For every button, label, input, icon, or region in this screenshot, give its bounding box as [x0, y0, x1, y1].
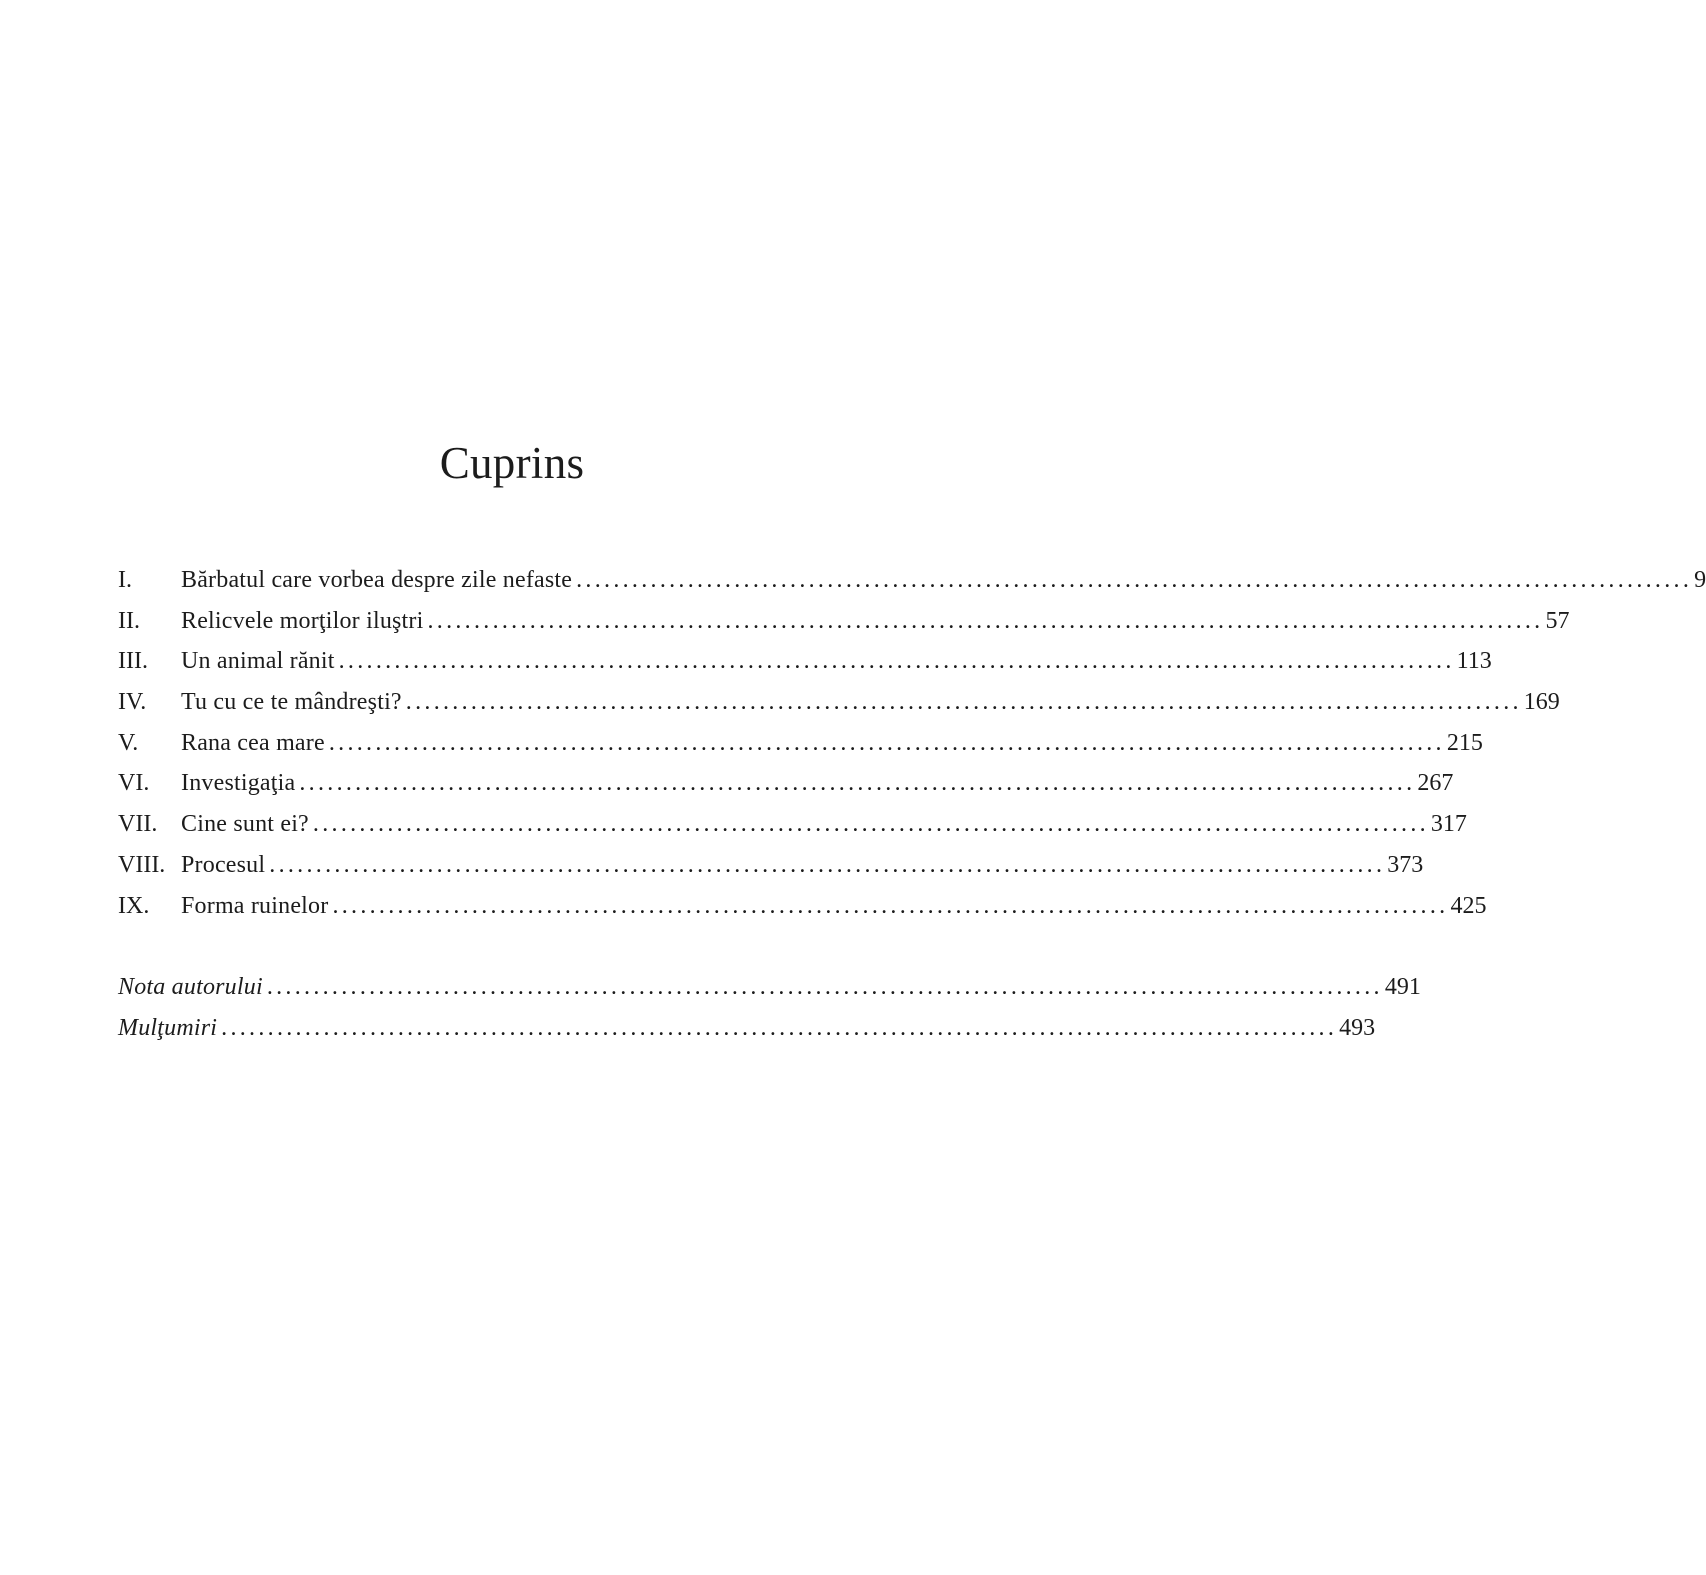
dot-leader: ........................................................................................................................	[427, 607, 1544, 634]
toc-entry[interactable]	[118, 804, 1467, 845]
chapter-number: VIII.	[118, 851, 166, 878]
dot-leader: ........................................................................................................................	[266, 973, 1383, 1000]
chapter-number: VII.	[118, 811, 158, 838]
chapter-number: III.	[118, 648, 148, 675]
chapter-number: II.	[118, 607, 140, 634]
section-spacer	[118, 926, 898, 967]
chapter-number: IV.	[118, 689, 147, 716]
chapter-title: Cine sunt ei?	[181, 811, 309, 838]
page-number: 113	[1456, 648, 1492, 675]
back-matter-title: Mulţumiri	[118, 1014, 218, 1041]
dot-leader: ........................................................................................................................	[312, 811, 1429, 838]
page-number: 373	[1387, 851, 1424, 878]
chapter-title: Forma ruinelor	[181, 892, 329, 919]
chapter-number: IX.	[118, 892, 150, 919]
chapter-title: Rana cea mare	[181, 729, 325, 756]
toc-entry-back-matter[interactable]	[118, 967, 1421, 1008]
chapter-title: Un animal rănit	[181, 648, 335, 675]
toc-entry[interactable]	[118, 641, 1492, 682]
back-matter-title: Nota autorului	[118, 973, 263, 1000]
dot-leader: ........................................................................................................................	[338, 648, 1455, 675]
chapter-title: Relicvele morţilor iluştri	[181, 607, 424, 634]
chapter-title: Bărbatul care vorbea despre zile nefaste	[181, 567, 573, 593]
chapter-number: VI.	[118, 770, 150, 797]
dot-leader: ........................................................................................................................	[269, 851, 1386, 878]
dot-leader: ........................................................................................................................	[328, 729, 1445, 756]
chapter-title: Procesul	[181, 851, 266, 878]
chapter-title: Tu cu ce te mândreşti?	[181, 689, 402, 716]
chapter-number: I.	[118, 567, 132, 593]
dot-leader: ........................................................................................................................	[299, 770, 1416, 797]
page-number: 9	[1694, 567, 1706, 593]
chapter-number: V.	[118, 729, 139, 756]
toc-entry[interactable]	[118, 723, 1483, 764]
page-number: 57	[1545, 607, 1570, 634]
toc-entry[interactable]	[118, 845, 1424, 886]
dot-leader: ........................................................................................................................	[576, 567, 1693, 593]
toc-entry[interactable]	[118, 601, 1570, 642]
toc-entry[interactable]	[118, 886, 1487, 927]
page-number: 491	[1384, 973, 1421, 1000]
toc-entry[interactable]	[118, 560, 1706, 601]
page-number: 215	[1446, 729, 1483, 756]
page-number: 317	[1430, 811, 1467, 838]
dot-leader: ........................................................................................................................	[221, 1014, 1338, 1041]
toc-entry[interactable]	[118, 763, 1454, 804]
toc-entry[interactable]	[118, 682, 1560, 723]
dot-leader: ........................................................................................................................	[332, 892, 1449, 919]
page-number: 169	[1523, 689, 1560, 716]
page-number: 267	[1417, 770, 1454, 797]
table-of-contents	[118, 560, 1706, 1048]
page-number: 493	[1339, 1014, 1376, 1041]
page-number: 425	[1450, 892, 1487, 919]
toc-entry-back-matter[interactable]	[118, 1008, 1376, 1049]
chapter-title: Investigaţia	[181, 770, 296, 797]
page-title: Cuprins	[439, 438, 585, 488]
dot-leader: ........................................................................................................................	[405, 689, 1522, 716]
